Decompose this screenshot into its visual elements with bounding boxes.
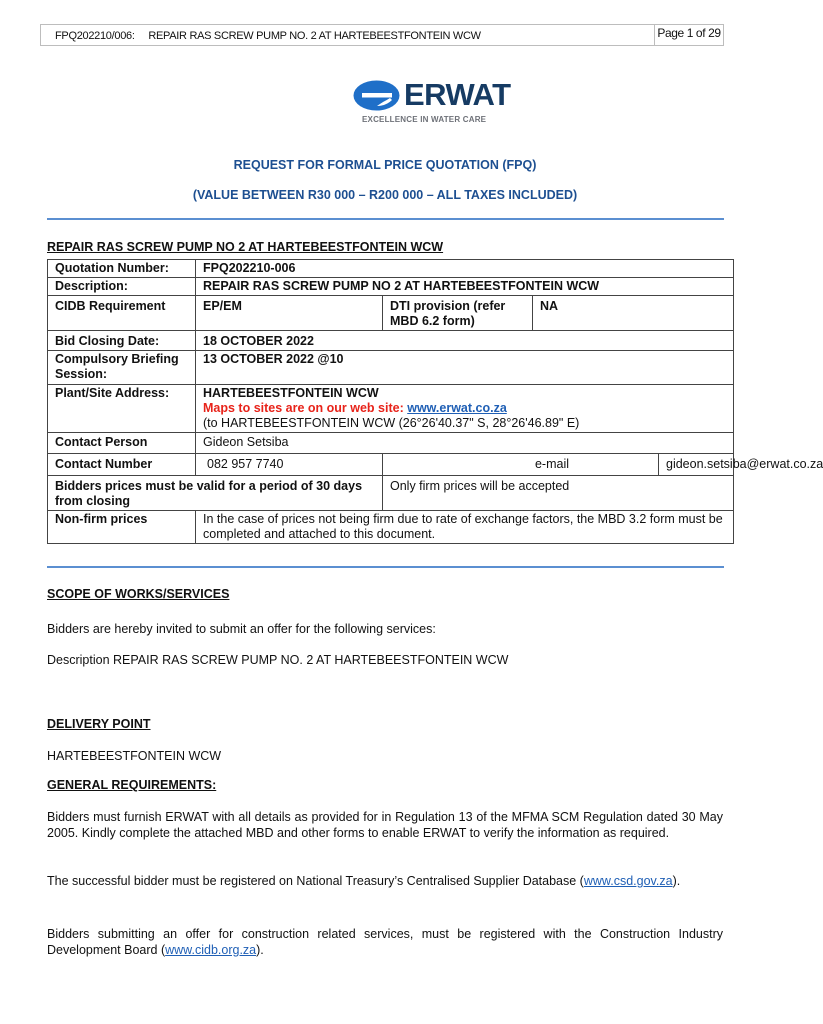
quotation-number-label: Quotation Number: [48,260,196,278]
scope-description: Description REPAIR RAS SCREW PUMP NO. 2 AT HARTEBEESTFONTEIN WCW [47,653,509,667]
maps-line [203,401,726,416]
briefing-label: Compulsory Briefing Session: [48,351,196,385]
scope-intro: Bidders are hereby invited to submit an offer for the following services: [47,622,436,636]
nonfirm-value: In the case of prices not being firm due to rate of exchange factors, the MBD 3.2 form must be completed and attached to this document. [196,511,734,544]
dti-value: NA [533,296,734,331]
scope-heading: SCOPE OF WORKS/SERVICES [47,587,230,601]
delivery-point: HARTEBEESTFONTEIN WCW [47,749,222,763]
contact-number-label: Contact Number [48,454,196,476]
table-row [48,278,734,296]
general-heading: GENERAL REQUIREMENTS: [47,778,217,792]
table-row [48,454,734,476]
cidb-link[interactable]: www.cidb.org.za [165,943,257,957]
closing-date-value: 18 OCTOBER 2022 [196,331,734,351]
nonfirm-label: Non-firm prices [48,511,196,544]
table-row [48,433,734,454]
contact-person-label: Contact Person [48,433,196,454]
divider [47,218,724,220]
email-value: gideon.setsiba@erwat.co.za [659,454,734,476]
site-address-cell [196,385,734,433]
table-heading: REPAIR RAS SCREW PUMP NO 2 AT HARTEBEESTFONTEIN WCW [47,240,444,254]
cidb-value: EP/EM [196,296,383,331]
document-title: REQUEST FOR FORMAL PRICE QUOTATION (FPQ) [233,158,537,172]
table-row [48,331,734,351]
divider [47,566,724,568]
site-coordinates: (to HARTEBEESTFONTEIN WCW (26°26'40.37" S, 28°26'46.89" E) [203,416,580,430]
erwat-website-link[interactable]: www.erwat.co.za [407,401,507,415]
paragraph-text: ). [672,874,681,888]
csd-link[interactable]: www.csd.gov.za [583,874,673,888]
logo-wordmark: ERWAT [404,77,511,112]
table-row [48,296,734,331]
validity-value: Only firm prices will be accepted [383,476,734,511]
briefing-value: 13 OCTOBER 2022 @10 [196,351,734,385]
erwat-e-icon [353,80,400,111]
page-number: Page 1 of 29 [654,24,723,45]
description-label: Description: [48,278,196,296]
contact-person-value: Gideon Setsiba [196,433,734,454]
paragraph-text: Bidders submitting an offer for construction related services, must be registered with the Construction Industry Development Board ( [47,927,723,957]
validity-label: Bidders prices must be valid for a period of 30 days from closing [48,476,383,511]
quotation-info-table [47,259,823,544]
paragraph-text: The successful bidder must be registered on National Treasury’s Centralised Supplier Database ( [47,874,584,888]
table-row [48,476,734,511]
table-row [48,260,734,278]
closing-date-label: Bid Closing Date: [48,331,196,351]
email-label: e-mail [383,454,659,476]
page-header [40,24,724,46]
general-paragraph-2 [47,873,723,889]
table-row [48,511,734,544]
delivery-heading: DELIVERY POINT [47,717,151,731]
general-paragraph-3 [47,926,723,958]
erwat-logo [350,78,520,128]
logo-tagline: EXCELLENCE IN WATER CARE [362,115,487,124]
maps-text: Maps to sites are on our web site: [203,401,408,415]
general-paragraph-1: Bidders must furnish ERWAT with all details as provided for in Regulation 13 of the MFMA SCM Regulation dated 30 May 2005. Kindly complete the attached MBD and other forms to enable ERWAT to verify the information as required. [47,810,723,840]
site-name: HARTEBEESTFONTEIN WCW [203,386,379,400]
description-value: REPAIR RAS SCREW PUMP NO 2 AT HARTEBEESTFONTEIN WCW [196,278,734,296]
value-band-subtitle: (VALUE BETWEEN R30 000 – R200 000 – ALL TAXES INCLUDED) [192,188,578,202]
table-row [48,385,734,433]
site-address-label: Plant/Site Address: [48,385,196,433]
dti-label: DTI provision (refer MBD 6.2 form) [383,296,533,331]
header-reference: FPQ202210/006: REPAIR RAS SCREW PUMP NO. 2 AT HARTEBEESTFONTEIN WCW [55,30,481,42]
table-row [48,351,734,385]
paragraph-text: ). [256,943,264,957]
quotation-number-value: FPQ202210-006 [196,260,734,278]
contact-number-value: 082 957 7740 [196,454,383,476]
cidb-label: CIDB Requirement [48,296,196,331]
